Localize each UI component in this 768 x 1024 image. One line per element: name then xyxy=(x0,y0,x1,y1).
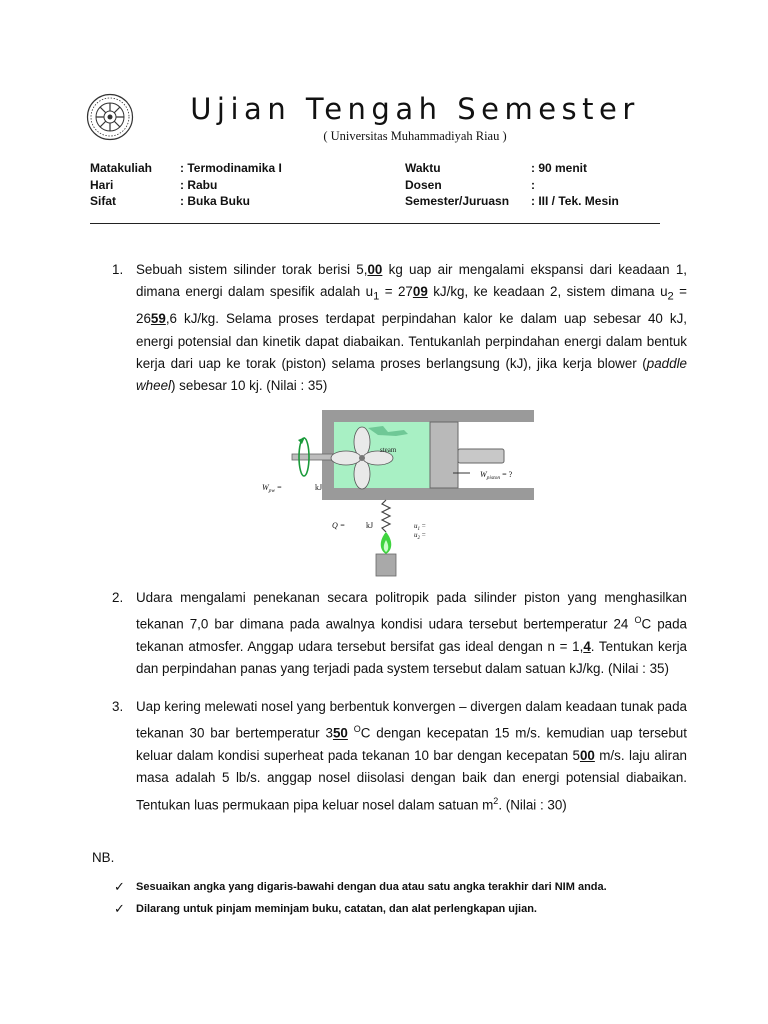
superscript: O xyxy=(353,724,361,735)
info-value: : Rabu xyxy=(180,177,218,192)
w-pw-label: $W_{pw}$ = xyxy=(262,483,282,494)
checkmark-icon: ✓ xyxy=(114,879,125,894)
university-seal-icon xyxy=(86,93,134,141)
question-3 xyxy=(112,696,687,816)
notes-heading: NB. xyxy=(92,850,115,865)
note-text: Sesuaikan angka yang digaris-bawahi dengan dua atau satu angka terakhir dari NIM anda. xyxy=(136,881,607,893)
u1-label: $u_1$ = xyxy=(414,522,426,532)
text: . Tentukan kerja dan perpindahan panas yang terjadi pada system tersebut dalam satuan kJ/kg. (Nilai : 35) xyxy=(136,639,687,677)
text: kg uap air mengalami ekspansi dari keadaan 1, dimana energi dalam spesifik adalah u xyxy=(136,262,687,300)
piston-cylinder-diagram xyxy=(258,404,534,580)
info-value: : Termodinamika I xyxy=(180,161,282,175)
italic-term: paddle wheel xyxy=(136,355,687,394)
info-values-left xyxy=(180,160,282,210)
text: kJ/kg, ke keadaan 2, sistem dimana u xyxy=(427,284,668,300)
text: = 26 xyxy=(136,284,687,327)
question-number: 2. xyxy=(112,590,124,605)
checkmark-icon: ✓ xyxy=(114,901,125,916)
info-label: Sifat xyxy=(90,194,117,208)
info-label: Hari xyxy=(90,177,114,192)
piston xyxy=(430,422,458,488)
nim-digits: 50 xyxy=(332,725,348,741)
cylinder-top-wall xyxy=(322,410,534,422)
info-value: : Buka Buku xyxy=(180,194,251,208)
info-value: : 90 menit xyxy=(531,161,588,175)
text: Sebuah sistem silinder torak berisi 5, xyxy=(136,262,368,277)
question-number: 1. xyxy=(112,262,124,277)
text: Udara mengalami penekanan secara politropik pada silinder piston yang menghasilkan tekanan 7,0 bar dimana pada awalnya kondisi udara tersebut bertemperatur 24 xyxy=(136,590,687,632)
note-item xyxy=(114,881,607,893)
info-value: : xyxy=(531,177,535,192)
text: ) sebesar 10 kj. (Nilai : 35) xyxy=(171,378,328,394)
heat-transfer-coil xyxy=(382,500,390,532)
nim-digits: 00 xyxy=(579,748,595,764)
question-number: 3. xyxy=(112,699,124,714)
info-values-right xyxy=(531,160,619,210)
cylinder-bottom-wall xyxy=(322,488,534,500)
subscript: 1 xyxy=(373,290,380,303)
note-text: Dilarang untuk pinjam meminjam buku, catatan, dan alat perlengkapan ujian. xyxy=(136,903,537,915)
note-item xyxy=(114,903,537,915)
info-labels-right xyxy=(405,160,509,210)
q-label: Q = xyxy=(332,521,346,530)
nim-digits: 4 xyxy=(583,639,591,655)
text: = 27 xyxy=(379,284,413,300)
nim-digits: 09 xyxy=(412,284,428,300)
question-1 xyxy=(112,259,687,397)
info-label: Semester/Juruasn xyxy=(405,194,510,208)
question-text xyxy=(136,696,687,816)
info-labels-left xyxy=(90,160,152,210)
info-label: Waktu xyxy=(405,161,441,175)
info-label: Dosen xyxy=(405,177,442,192)
page-subtitle: ( Universitas Muhammadiyah Riau ) xyxy=(323,129,507,143)
superscript: O xyxy=(634,615,642,626)
u2-label: $u_2$ = xyxy=(414,531,426,541)
text: . (Nilai : 30) xyxy=(498,797,567,813)
info-label: Matakuliah xyxy=(90,161,153,175)
info-value: : III / Tek. Mesin xyxy=(531,194,619,208)
text: Uap kering melewati nosel yang berbentuk konvergen – divergen dalam keadaan tunak pada tekanan 30 bar bertemperatur 3 xyxy=(136,699,687,741)
steam-label: steam xyxy=(380,446,397,454)
question-text xyxy=(136,587,687,681)
text: C dengan kecepatan 15 m/s. kemudian uap tersebut keluar dalam kondisi superheat pada tekanan 10 bar dengan kecepatan 5 xyxy=(136,725,687,764)
subscript: 2 xyxy=(667,290,674,303)
w-piston-label: $W_{piston}$ = ? xyxy=(480,470,513,481)
superscript: 2 xyxy=(493,795,499,806)
burner xyxy=(376,554,396,576)
nim-digits: 00 xyxy=(367,262,383,277)
text: C pada tekanan atmosfer. Anggap udara tersebut bersifat gas ideal dengan n = 1, xyxy=(136,616,687,655)
nim-digits: 59 xyxy=(150,311,166,327)
text: m/s. laju aliran masa adalah 5 lb/s. anggap nosel diisolasi dengan baik dan energi potensial diabaikan. Tentukan luas permukaan pipa keluar nosel dalam satuan m xyxy=(136,748,687,813)
text: ,6 kJ/kg. Selama proses terdapat perpindahan kalor ke dalam uap sebesar 40 kJ, energi potensial dan kinetik dapat diabaikan. Tentukanlah perpindahan energi dalam bentuk kerja dari uap ke torak (piston) selama proses berlangsung (kJ), jika kerja blower ( xyxy=(136,311,687,371)
question-text xyxy=(136,259,687,397)
header-divider xyxy=(90,223,660,224)
page-title: Ujian Tengah Semester xyxy=(190,92,640,126)
kj-label: kJ xyxy=(315,483,323,492)
piston-rod xyxy=(458,449,504,463)
kj-label: kJ xyxy=(366,521,374,530)
question-2 xyxy=(112,587,687,681)
